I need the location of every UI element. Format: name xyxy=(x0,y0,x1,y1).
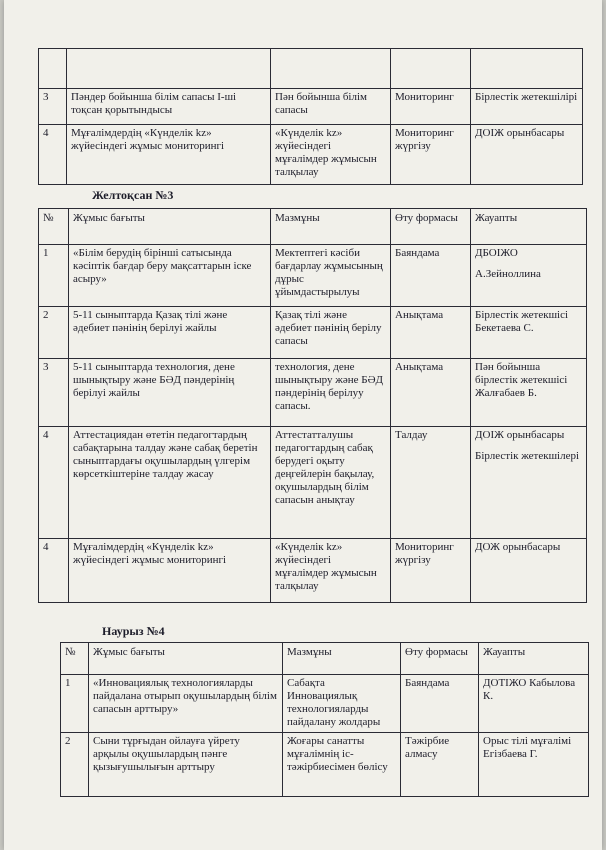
table-row xyxy=(39,49,583,89)
cell-num: 1 xyxy=(61,675,89,733)
header-direction: Жұмыс бағыты xyxy=(69,209,271,245)
cell-content: Қазақ тілі және әдебиет пәнінің берілу сапасы xyxy=(271,307,391,359)
section-title-december: Желтоқсан №3 xyxy=(92,188,174,202)
cell-responsible: Пән бойынша бірлестік жетекшісі Жалғабаев Б. xyxy=(471,359,587,427)
cell-form: Тәжірбие алмасу xyxy=(401,733,479,797)
header-direction: Жұмыс бағыты xyxy=(89,643,283,675)
cell-responsible: ДОЖ орынбасары xyxy=(471,539,587,603)
responsible-role: ДБОІЖО xyxy=(475,247,518,259)
cell-content: технология, дене шынықтыру және БӘД пәндерінің берілуу сапасы. xyxy=(271,359,391,427)
cell-direction: «Инновациялық технологияларды пайдалана отырып оқушылардың білім сапасын арттыру» xyxy=(89,675,283,733)
cell-num: 4 xyxy=(39,427,69,539)
cell-num: 1 xyxy=(39,245,69,307)
cell-responsible: Орыс тілі мұғалімі Егізбаева Г. xyxy=(479,733,589,797)
cell-num: 4 xyxy=(39,539,69,603)
cell-direction: 5-11 сыныптарда Қазақ тілі және әдебиет пәнінің берілуі жайлы xyxy=(69,307,271,359)
cell-form: Талдау xyxy=(391,427,471,539)
cell-num: 3 xyxy=(39,359,69,427)
header-content: Мазмұны xyxy=(283,643,401,675)
cell-direction: Мұғалімдердің «Күнделік kz» жүйесіндегі жұмыс мониторингі xyxy=(67,125,271,185)
document-page xyxy=(4,0,602,850)
cell-responsible xyxy=(471,245,587,307)
responsible-person: Бірлестік жетекшілері xyxy=(475,450,580,462)
cell-direction: Мұғалімдердің «Күнделік kz» жүйесіндегі жұмыс мониторингі xyxy=(69,539,271,603)
header-form: Өту формасы xyxy=(391,209,471,245)
table-row xyxy=(39,539,587,603)
cell-form xyxy=(391,49,471,89)
cell-form: Мониторинг xyxy=(391,89,471,125)
table-row xyxy=(39,89,583,125)
header-num: № xyxy=(61,643,89,675)
cell-responsible: Бірлестік жетекшісі Бекетаева С. xyxy=(471,307,587,359)
table-row xyxy=(61,675,589,733)
table-row xyxy=(39,245,587,307)
table-header-row xyxy=(61,643,589,675)
header-content: Мазмұны xyxy=(271,209,391,245)
cell-content: «Күнделік kz» жүйесіндегі мұғалімдер жұмысын талқылау xyxy=(271,125,391,185)
header-num: № xyxy=(39,209,69,245)
table-row xyxy=(61,733,589,797)
cell-content: Пән бойынша білім сапасы xyxy=(271,89,391,125)
header-form: Өту формасы xyxy=(401,643,479,675)
cell-content: Сабақта Инновациялық технологияларды пайдалану жолдары xyxy=(283,675,401,733)
header-responsible: Жауапты xyxy=(471,209,587,245)
cell-form: Анықтама xyxy=(391,307,471,359)
cell-responsible: ДОІЖ орынбасары xyxy=(471,125,583,185)
table-december xyxy=(38,208,587,603)
cell-responsible xyxy=(471,427,587,539)
cell-form: Баяндама xyxy=(401,675,479,733)
cell-direction xyxy=(67,49,271,89)
cell-direction: Аттестациядан өтетін педагогтардың сабақтарына талдау және сабақ беретін сыныптардағы оқушылардың үлгерім көрсеткіштеріне талдау жасау xyxy=(69,427,271,539)
cell-num: 2 xyxy=(61,733,89,797)
cell-form: Анықтама xyxy=(391,359,471,427)
cell-direction: Пәндер бойынша білім сапасы І-ші тоқсан қорытындысы xyxy=(67,89,271,125)
cell-content: Аттестатталушы педагогтардың сабақ берудегі оқыту деңгейлерін бақылау, оқушылардың білім сапасын анықтау xyxy=(271,427,391,539)
responsible-role: ДОІЖ орынбасары xyxy=(475,429,565,441)
table-continuation xyxy=(38,48,583,185)
cell-num: 3 xyxy=(39,89,67,125)
cell-content: Жоғары санатты мұғалімнің іс-тәжірбиесімен бөлісу xyxy=(283,733,401,797)
cell-num: 4 xyxy=(39,125,67,185)
cell-responsible: ДОТІЖО Кабылова К. xyxy=(479,675,589,733)
cell-direction: 5-11 сыныптарда технология, дене шынықтыру және БӘД пәндерінің берілуі жайлы xyxy=(69,359,271,427)
cell-content: Мектептегі кәсіби бағдарлау жұмысының дұрыс ұйымдастырылуы xyxy=(271,245,391,307)
cell-form: Мониторинг жүргізу xyxy=(391,125,471,185)
cell-content: «Күнделік kz» жүйесіндегі мұғалімдер жұмысын талқылау xyxy=(271,539,391,603)
cell-content xyxy=(271,49,391,89)
table-march xyxy=(60,642,589,797)
table-header-row xyxy=(39,209,587,245)
responsible-person: А.Зейноллина xyxy=(475,268,541,280)
section-title-march: Наурыз №4 xyxy=(102,624,165,638)
cell-form: Баяндама xyxy=(391,245,471,307)
table-row xyxy=(39,359,587,427)
table-row xyxy=(39,427,587,539)
cell-direction: «Білім берудің бірінші сатысында кәсіптік бағдар беру мақсаттарын іске асыру» xyxy=(69,245,271,307)
cell-responsible xyxy=(471,49,583,89)
cell-form: Мониторинг жүргізу xyxy=(391,539,471,603)
table-row xyxy=(39,307,587,359)
cell-num xyxy=(39,49,67,89)
cell-num: 2 xyxy=(39,307,69,359)
header-responsible: Жауапты xyxy=(479,643,589,675)
cell-direction: Сыни тұрғыдан ойлауға үйрету арқылы оқушылардың пәнге қызығушылығын арттыру xyxy=(89,733,283,797)
cell-responsible: Бірлестік жетекшілірі xyxy=(471,89,583,125)
table-row xyxy=(39,125,583,185)
